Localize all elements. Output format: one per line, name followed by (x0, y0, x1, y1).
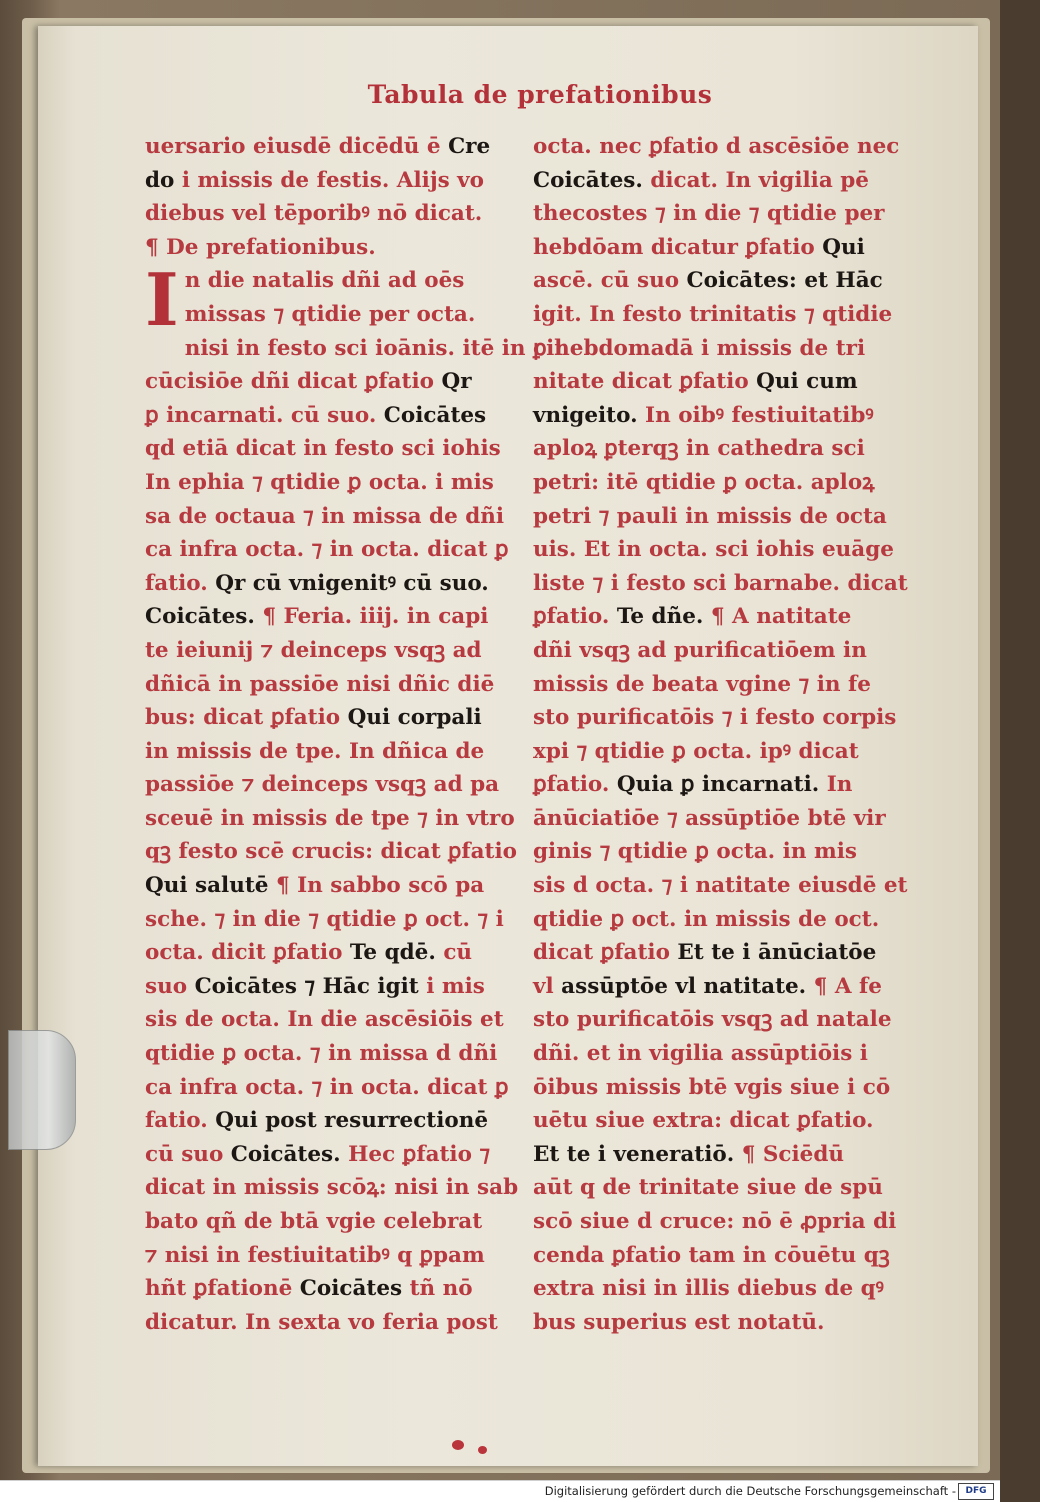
text-line (533, 970, 893, 1004)
rubric-text-span: cū (435, 940, 473, 966)
decorated-initial: I (145, 257, 179, 343)
text-line (145, 1306, 505, 1340)
black-text-span: Te dñe. (616, 604, 704, 630)
page-clip (8, 1030, 76, 1150)
text-line (145, 600, 505, 634)
dfg-logo: DFG (958, 1483, 994, 1500)
rubric-text-span: ¶ Sciēdū (734, 1141, 844, 1167)
rubric-text-span: nisi in festo sci ioānis. itē in cir (184, 335, 566, 361)
rubric-text-span: igit. In festo trinitatis ⁊ qtidie (533, 301, 893, 327)
rubric-text-span: tñ nō (402, 1276, 473, 1302)
rubric-text-span: uētu siue extra: dicat ꝑfatio. (533, 1108, 874, 1134)
text-line (533, 668, 893, 702)
text-line (145, 197, 505, 231)
rubric-text-span: thecostes ⁊ in die ⁊ qtidie per (533, 201, 885, 227)
text-line (533, 1239, 893, 1273)
rubric-text-span: cenda ꝑfatio tam in cōuētu qꝫ (533, 1242, 890, 1268)
text-line (533, 365, 893, 399)
rubric-text-span: dñicā in passiōe nisi dñic diē (145, 671, 495, 697)
rubric-text-span: ¶ A fe (806, 973, 882, 999)
text-line (533, 264, 893, 298)
text-line (533, 1071, 893, 1105)
text-line (533, 1272, 893, 1306)
black-text-span: do (145, 167, 175, 193)
text-line (533, 802, 893, 836)
text-line (145, 768, 505, 802)
rubric-text-span: missis de beata vgine ⁊ in fe (533, 671, 871, 697)
text-line (533, 1306, 893, 1340)
rubric-text-span: ca infra octa. ⁊ in octa. dicat ꝑ (145, 1074, 509, 1100)
text-line (533, 500, 893, 534)
black-text-span: Qr (441, 369, 472, 395)
rubric-text-span: vl (533, 973, 562, 999)
rubric-text-span: uis. Et in octa. sci iohis euāge (533, 537, 894, 563)
text-line (145, 399, 505, 433)
footer-bar (0, 1480, 1000, 1502)
rubric-text-span: sto purificatōis ⁊ i festo corpis (533, 705, 897, 731)
black-text-span: Quia ꝑ incarnati. (616, 772, 820, 798)
rubric-text-span: bus: dicat ꝑfatio (145, 705, 348, 731)
rubric-text-span: diebus vel tēporibꝰ nō dicat. (145, 201, 483, 227)
text-line (145, 1138, 505, 1172)
black-text-span: Coicātes (383, 402, 487, 428)
text-line (533, 1037, 893, 1071)
black-text-span: Coicātes ⁊ Hāc igit (194, 973, 419, 999)
text-line (533, 432, 893, 466)
black-text-span: Coicātes. (230, 1141, 341, 1167)
rubric-text-span: i mis (418, 973, 485, 999)
text-line (145, 1272, 505, 1306)
text-line (145, 1071, 509, 1105)
text-line (533, 1171, 893, 1205)
text-line (145, 533, 509, 567)
rubric-text-span: sis d octa. ⁊ i natitate eiusdē et (533, 873, 908, 899)
black-text-span: Et te i veneratiō. (533, 1141, 735, 1167)
rubric-text-span: cū suo (145, 1141, 231, 1167)
rubric-text-span: petri: itē qtidie ꝑ octa. aploꝝ (533, 469, 875, 495)
rubric-text-span: ¶ De prefationibus. (145, 234, 376, 260)
rubric-text-span: suo (145, 973, 195, 999)
text-line (145, 1171, 519, 1205)
text-line (533, 130, 900, 164)
rubric-text-span: n die natalis dñi ad oēs (184, 268, 465, 294)
text-line (145, 869, 505, 903)
rubric-text-span: ⁊ nisi in festiuitatibꝰ q ꝑpam (145, 1242, 485, 1268)
text-line (533, 1138, 893, 1172)
text-line (145, 466, 505, 500)
black-text-span: Qui corpali (347, 705, 482, 731)
rubric-text-span: dicat. In vigilia pē (642, 167, 869, 193)
rubric-text-span: dñi vsqꝫ ad purificatiōem in (533, 637, 867, 663)
rubric-text-span: te ieiunij ⁊ deinceps vsqꝫ ad (145, 637, 482, 663)
rubric-text-span: nitate dicat ꝑfatio (533, 369, 757, 395)
text-line (145, 668, 505, 702)
text-line (533, 701, 897, 735)
rubric-text-span: sis de octa. In die ascēsiōis et (145, 1007, 504, 1033)
rubric-text-span: fatio. (145, 1108, 216, 1134)
rubric-text-span: qtidie ꝑ oct. in missis de oct. (533, 906, 880, 932)
rubric-text-span: dicat ꝑfatio (533, 940, 678, 966)
rubric-text-span: ¶ Feria. iiij. in capi (262, 604, 489, 630)
rubric-text-span: ꝑ incarnati. cū suo. (145, 402, 384, 428)
rubric-text-span: sche. ⁊ in die ⁊ qtidie ꝑ oct. ⁊ i (145, 906, 504, 932)
rubric-text-span: scō siue d cruce: nō ē ꝓpria di (533, 1209, 897, 1234)
text-line (533, 735, 893, 769)
black-text-span: Coicātes. (145, 604, 263, 630)
text-line (533, 768, 893, 802)
text-line (533, 936, 893, 970)
rubric-text-span: aploꝝ ꝑterqꝫ in cathedra sci (533, 436, 865, 462)
text-line (533, 600, 893, 634)
text-line (145, 1037, 505, 1071)
black-text-span: Qui (822, 234, 865, 260)
rubric-text-span: liste ⁊ i festo sci barnabe. dicat (533, 570, 908, 596)
text-line (533, 634, 893, 668)
black-text-span: Coicātes: et Hāc (686, 268, 883, 294)
text-line (145, 835, 517, 869)
black-text-span: Qr cū vnigenitꝰ cū suo. (215, 570, 489, 596)
text-line (533, 332, 893, 366)
rubric-text-span: ꝑfatio. (533, 604, 617, 630)
black-text-span: Et te i ānūciatōe (677, 940, 877, 966)
text-line (145, 701, 505, 735)
rubric-text-span: fatio. (145, 570, 216, 596)
black-text-span: Qui salutē (145, 873, 276, 899)
rubric-text-span: ōibus missis btē vgis siue i cō (533, 1074, 891, 1100)
text-line (145, 802, 515, 836)
black-text-span: Te qdē. (349, 940, 436, 966)
text-line (533, 1205, 897, 1239)
running-head: Tabula de prefationibus (367, 80, 713, 109)
text-line (145, 1239, 505, 1273)
rubric-text-span: In oibꝰ festiuitatibꝰ (637, 402, 874, 428)
rubric-text-span: passiōe ⁊ deinceps vsqꝫ ad pa (145, 772, 500, 798)
rubric-text-span: ascē. cū suo (533, 268, 687, 294)
text-line (145, 432, 505, 466)
rubric-text-span: qtidie ꝑ octa. ⁊ in missa d dñi (145, 1041, 498, 1067)
text-line (145, 634, 505, 668)
text-line (533, 835, 893, 869)
text-line (145, 903, 505, 937)
rubric-text-span: ca infra octa. ⁊ in octa. dicat ꝑ (145, 537, 509, 563)
rubric-text-span: bato qñ de btā vgie celebrat (145, 1209, 483, 1234)
text-line (533, 197, 893, 231)
text-line (145, 936, 505, 970)
text-line (533, 1003, 893, 1037)
text-line (533, 567, 908, 601)
rubric-text-span: Hec ꝑfatio ⁊ (340, 1141, 491, 1167)
rubric-text-span: missas ⁊ qtidie per octa. (184, 301, 476, 327)
rubric-text-span: ꝑ hebdomadā i missis de tri (533, 335, 866, 361)
text-line (533, 533, 893, 567)
text-line (145, 164, 505, 198)
text-line (145, 332, 566, 366)
text-line (533, 231, 893, 265)
ink-stain (478, 1446, 487, 1454)
rubric-text-span: octa. dicit ꝑfatio (145, 940, 350, 966)
text-line (533, 298, 893, 332)
text-line (145, 970, 505, 1004)
text-line (145, 1205, 505, 1239)
text-line (533, 466, 893, 500)
rubric-text-span: hebdōam dicatur ꝑfatio (533, 234, 823, 260)
text-line (145, 298, 505, 332)
rubric-text-span: cūcisiōe dñi dicat ꝑfatio (145, 369, 442, 395)
rubric-text-span: extra nisi in illis diebus de qꝰ (533, 1276, 884, 1302)
rubric-text-span: octa. nec ꝑfatio d ascēsiōe nec (533, 134, 900, 159)
rubric-text-span: sceuē in missis de tpe ⁊ in vtro (145, 805, 515, 831)
rubric-text-span: ānūciatiōe ⁊ assūptiōe btē vir (533, 805, 886, 831)
rubric-text-span: bus superius est notatū. (533, 1309, 825, 1335)
text-line (145, 1003, 505, 1037)
rubric-text-span: xpi ⁊ qtidie ꝑ octa. ipꝰ dicat (533, 738, 859, 764)
rubric-text-span: ꝑfatio. (533, 772, 617, 798)
rubric-text-span: ginis ⁊ qtidie ꝑ octa. in mis (533, 839, 857, 865)
rubric-text-span: dicat in missis scōꝝ: nisi in sab (145, 1175, 519, 1201)
text-line (533, 164, 893, 198)
black-text-span: Qui cum (756, 369, 858, 395)
text-line (145, 1104, 505, 1138)
rubric-text-span: In (819, 772, 853, 798)
text-line (145, 365, 505, 399)
black-text-span: Coicātes. (533, 167, 643, 193)
rubric-text-span: ¶ A natitate (703, 604, 852, 630)
rubric-text-span: uersario eiusdē dicēdū ē (145, 134, 449, 159)
text-line (145, 735, 505, 769)
black-text-span: assūptōe vl natitate. (561, 973, 807, 999)
rubric-text-span: in missis de tpe. In dñica de (145, 738, 485, 764)
rubric-text-span: dicatur. In sexta vo feria post (145, 1309, 498, 1335)
rubric-text-span: petri ⁊ pauli in missis de octa (533, 503, 887, 529)
text-line (145, 500, 505, 534)
rubric-text-span: ¶ In sabbo scō pa (275, 873, 485, 899)
rubric-text-span: aūt q de trinitate siue de spū (533, 1175, 883, 1201)
rubric-text-span: i missis de festis. Alijs vo (174, 167, 485, 193)
black-text-span: Qui post resurrectionē (215, 1108, 489, 1134)
funding-credit: Digitalisierung gefördert durch die Deutsche Forschungsgemeinschaft - (544, 1484, 956, 1498)
rubric-text-span: qꝫ festo scē crucis: dicat ꝑfatio (145, 839, 517, 865)
text-line (145, 231, 505, 265)
black-text-span: Coicātes (299, 1276, 403, 1302)
black-text-span: Cre (448, 134, 491, 159)
black-text-span: vnigeito. (533, 402, 638, 428)
right-column (533, 130, 908, 1339)
rubric-text-span: qd etiā dicat in festo sci iohis (145, 436, 501, 462)
text-line (145, 130, 505, 164)
rubric-text-span: sa de octaua ⁊ in missa de dñi (145, 503, 505, 529)
rubric-text-span: In ephia ⁊ qtidie ꝑ octa. i mis (145, 469, 494, 495)
text-line (533, 399, 893, 433)
rubric-text-span: sto purificatōis vsqꝫ ad natale (533, 1007, 892, 1033)
text-line (533, 1104, 893, 1138)
text-line (533, 903, 893, 937)
ink-stain (452, 1440, 464, 1450)
rubric-text-span: hñt ꝑfationē (145, 1276, 300, 1302)
rubric-text-span: dñi. et in vigilia assūptiōis i (533, 1041, 868, 1067)
text-line (533, 869, 908, 903)
text-line (145, 567, 505, 601)
